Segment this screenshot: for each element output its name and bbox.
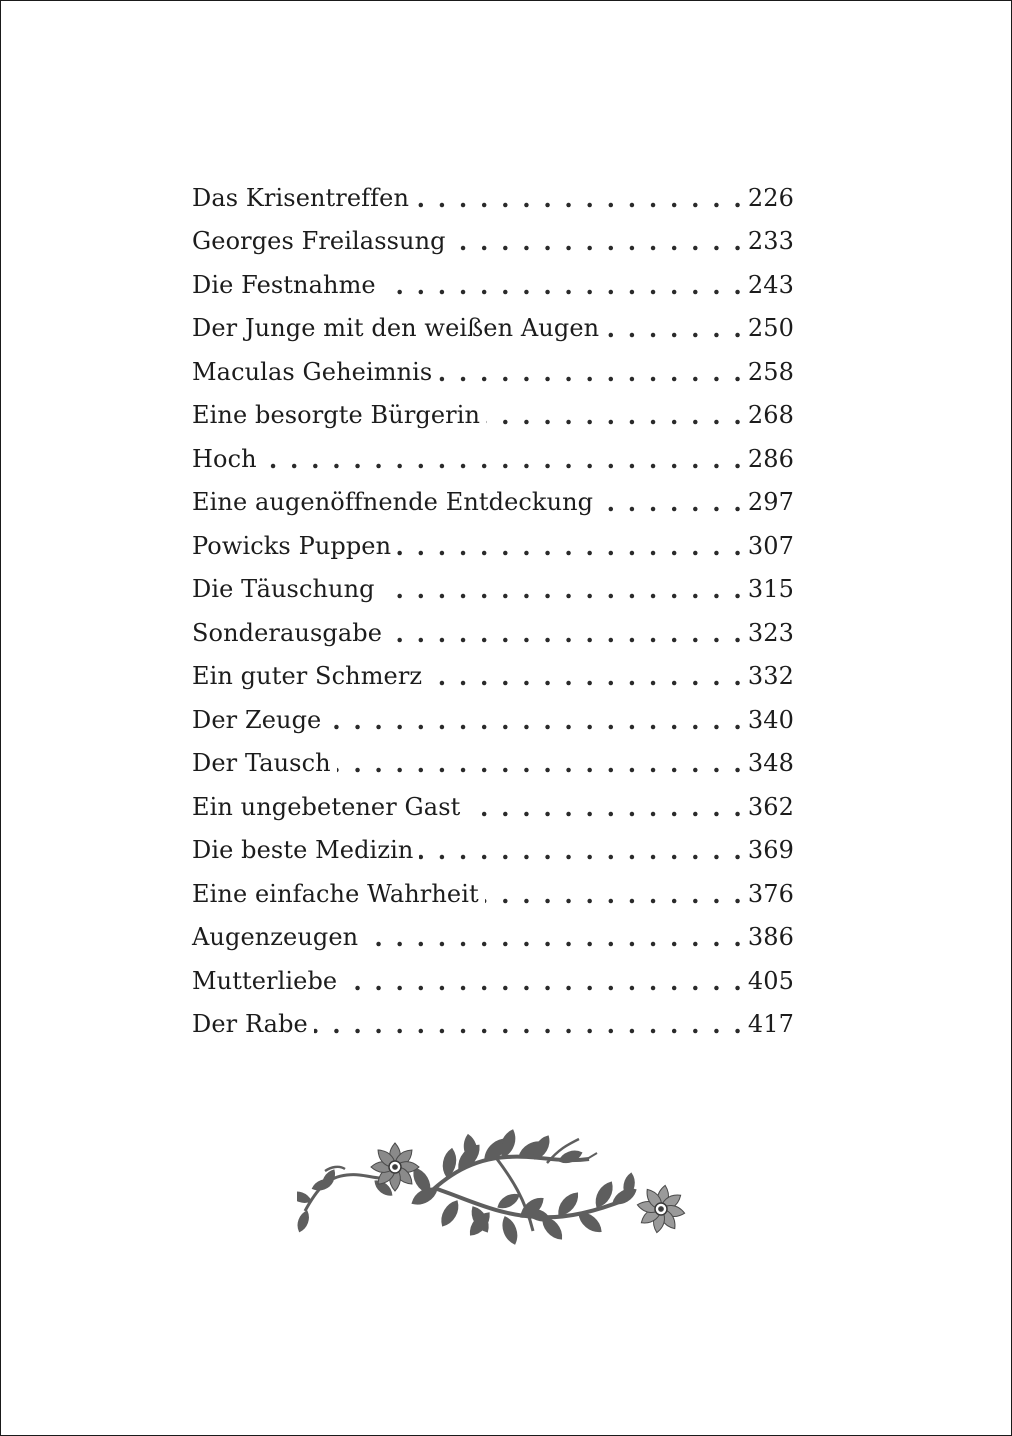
toc-entry — [192, 959, 794, 1003]
toc-dot-leader — [364, 925, 744, 949]
toc-entry-title: Eine augenöffnende Entdeckung — [192, 488, 594, 517]
toc-entry-title: Georges Freilassung — [192, 227, 446, 256]
floral-vine-ornament-icon — [297, 1119, 697, 1251]
toc-dot-leader — [486, 403, 744, 427]
toc-entry-title: Die Festnahme — [192, 270, 376, 299]
toc-entry — [192, 872, 794, 916]
toc-entry-page: 323 — [747, 618, 794, 647]
toc-entry-page: 348 — [747, 749, 794, 778]
table-of-contents — [192, 176, 794, 1046]
toc-entry — [192, 611, 794, 655]
toc-entry — [192, 785, 794, 829]
toc-entry-title: Sonderausgabe — [192, 618, 383, 647]
toc-entry-page: 226 — [747, 183, 794, 212]
toc-entry — [192, 220, 794, 264]
toc-entry-title: Ein guter Schmerz — [192, 662, 423, 691]
toc-entry — [192, 437, 794, 481]
toc-entry — [192, 263, 794, 307]
toc-entry-title: Powicks Puppen — [192, 531, 392, 560]
toc-entry — [192, 916, 794, 960]
toc-entry-page: 417 — [747, 1010, 794, 1039]
toc-entry-title: Die Täuschung — [192, 575, 375, 604]
toc-dot-leader — [263, 447, 744, 471]
toc-entry — [192, 481, 794, 525]
toc-entry-title: Die beste Medizin — [192, 836, 414, 865]
toc-entry-page: 340 — [747, 705, 794, 734]
toc-dot-leader — [343, 969, 744, 993]
toc-entry-page: 386 — [747, 923, 794, 952]
toc-entry-page: 362 — [747, 792, 794, 821]
toc-entry-title: Der Zeuge — [192, 705, 322, 734]
toc-dot-leader — [452, 229, 744, 253]
toc-entry-page: 286 — [747, 444, 794, 473]
toc-dot-leader — [314, 1012, 744, 1036]
toc-dot-leader — [466, 795, 744, 819]
toc-entry-page: 332 — [747, 662, 794, 691]
toc-entry — [192, 655, 794, 699]
toc-entry — [192, 307, 794, 351]
toc-dot-leader — [337, 751, 744, 775]
toc-entry — [192, 829, 794, 873]
toc-entry-page: 250 — [747, 314, 794, 343]
toc-entry-page: 369 — [747, 836, 794, 865]
toc-dot-leader — [397, 534, 744, 558]
toc-dot-leader — [438, 360, 744, 384]
toc-entry — [192, 394, 794, 438]
toc-entry — [192, 176, 794, 220]
toc-dot-leader — [599, 490, 744, 514]
toc-entry — [192, 524, 794, 568]
toc-dot-leader — [382, 273, 744, 297]
toc-entry-page: 405 — [747, 966, 794, 995]
toc-entry-title: Das Krisentreffen — [192, 183, 409, 212]
toc-entry — [192, 698, 794, 742]
toc-entry-page: 315 — [747, 575, 794, 604]
toc-dot-leader — [428, 664, 744, 688]
toc-entry-title: Mutterliebe — [192, 966, 338, 995]
toc-dot-leader — [381, 577, 744, 601]
toc-dot-leader — [605, 316, 744, 340]
toc-entry-title: Hoch — [192, 444, 257, 473]
toc-entry-title: Ein ungebetener Gast — [192, 792, 461, 821]
toc-entry-title: Der Rabe — [192, 1010, 308, 1039]
toc-entry-page: 307 — [747, 531, 794, 560]
toc-entry — [192, 350, 794, 394]
toc-dot-leader — [327, 708, 744, 732]
toc-entry-page: 243 — [747, 270, 794, 299]
toc-dot-leader — [485, 882, 744, 906]
toc-entry-page: 297 — [747, 488, 794, 517]
toc-dot-leader — [419, 838, 743, 862]
toc-entry-title: Der Junge mit den weißen Augen — [192, 314, 600, 343]
toc-entry-title: Augenzeugen — [192, 923, 359, 952]
toc-dot-leader — [415, 186, 744, 210]
toc-entry-page: 376 — [747, 879, 794, 908]
toc-entry-page: 233 — [747, 227, 794, 256]
toc-entry-title: Eine einfache Wahrheit — [192, 879, 479, 908]
toc-entry-page: 258 — [747, 357, 794, 386]
toc-entry — [192, 742, 794, 786]
toc-entry — [192, 1003, 794, 1047]
toc-entry-title: Maculas Geheimnis — [192, 357, 433, 386]
toc-entry-page: 268 — [747, 401, 794, 430]
toc-entry-title: Der Tausch — [192, 749, 331, 778]
toc-entry-title: Eine besorgte Bürgerin — [192, 401, 481, 430]
toc-dot-leader — [388, 621, 744, 645]
toc-entry — [192, 568, 794, 612]
